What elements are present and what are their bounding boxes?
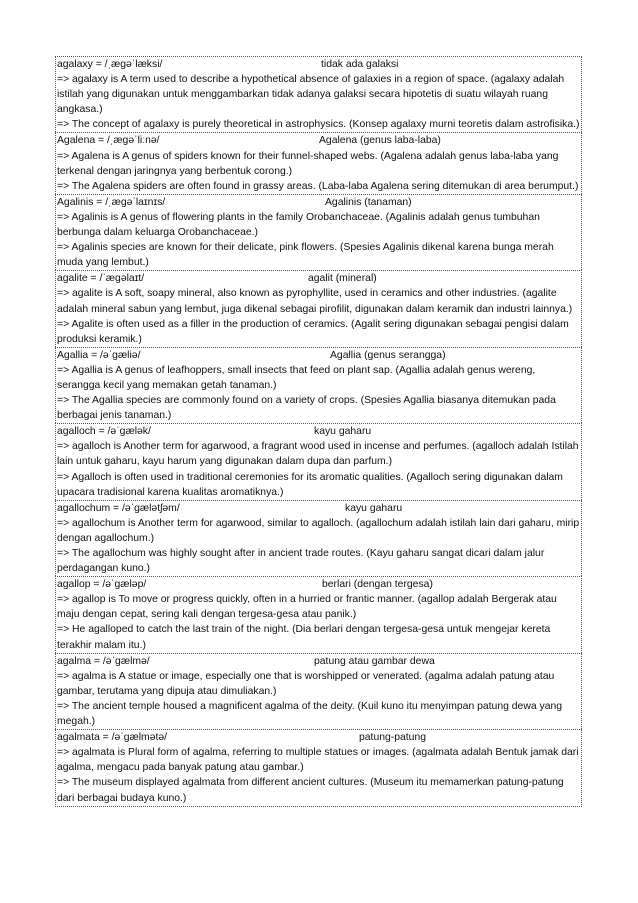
entry-term: agalmata = /əˈɡælmətə/ [57, 732, 168, 744]
entry-translation: patung-patung [359, 732, 427, 744]
entry-definition: => Agallia is A genus of leafhoppers, small insects that feed on plant sap. (Agallia adalah genus wereng, serangga kecil yang memakan getah tanaman.) [57, 364, 536, 391]
entry-definition: => agalite is A soft, soapy mineral, also known as pyrophyllite, used in ceramics and other industries. (agalite adalah mineral sabun yang lembut, juga dikenal sebagai pirofilit, digunakan dalam keramik dan industri lainnya.) [57, 288, 573, 315]
entry-definition: => Agalinis is A genus of flowering plants in the family Orobanchaceae. (Agalinis adalah genus tumbuhan berbunga dalam keluarga Orobanchaceae.) [57, 211, 540, 239]
entry-head [57, 501, 580, 516]
dictionary-page [55, 56, 582, 807]
entry-head [57, 195, 580, 210]
entry-definition: => agalaxy is A term used to describe a hypothetical absence of galaxies in a region of space. (agalaxy adalah istilah yang digunakan untuk menggambarkan tidak adanya galaksi secara hipotetis di suatu wilayah ruang angkasa.) [57, 74, 565, 116]
entry-definition: => agallop is To move or progress quickly, often in a hurried or frantic manner. (agallop adalah Bergerak atau maju dengan cepat, sering kali dengan tergesa-gesa atau panik.) [57, 594, 557, 621]
entry-agalite [55, 270, 582, 346]
entry-definition: => Agalena is A genus of spiders known for their funnel-shaped webs. (Agalena adalah genus laba-laba yang terkenal dengan jaringnya yang berbentuk corong.) [57, 150, 559, 177]
entry-agallop [55, 576, 582, 652]
entry-definition: => agalma is A statue or image, especially one that is worshipped or venerated. (agalma adalah patung atau gambar, terutama yang dipuja atau dimuliakan.) [57, 670, 555, 697]
entry-translation: Agallia (genus serangga) [330, 349, 446, 361]
entry-example: => The museum displayed agalmata from different ancient cultures. (Museum itu memamerkan patung-patung dari berbagai budaya kuno.) [57, 777, 564, 804]
entry-head [57, 654, 580, 669]
entry-example: => The Agalena spiders are often found in grassy areas. (Laba-laba Agalena sering ditemukan di area berumput.) [57, 180, 579, 192]
entry-example: => The agallochum was highly sought after in ancient trade routes. (Kayu gaharu sangat dicari dalam jalur perdagangan kuno.) [57, 548, 545, 575]
entry-translation: agalit (mineral) [308, 273, 377, 285]
entry-definition: => agalmata is Plural form of agalma, referring to multiple statues or images. (agalmata adalah Bentuk jamak dari agalma, mengacu pada banyak patung atau gambar.) [57, 747, 579, 774]
entry-agalinis [55, 194, 582, 270]
entry-head [57, 348, 580, 363]
entry-head [57, 57, 580, 72]
entry-example: => Agalloch is often used in traditional ceremonies for its aromatic qualities. (Agalloch sering digunakan dalam upacara tradisional karena kualitas aromatiknya.) [57, 471, 563, 498]
entry-example: => Agalite is often used as a filler in the production of ceramics. (Agalit sering digunakan sebagai pengisi dalam produksi keramik.) [57, 318, 569, 345]
entry-translation: patung atau gambar dewa [314, 655, 435, 667]
entry-translation: berlari (dengan tergesa) [322, 579, 433, 591]
entry-term: agallochum = /əˈɡælətʃəm/ [57, 502, 180, 514]
entry-term: Agalena = /ˌæɡəˈliːnə/ [57, 135, 160, 147]
entry-translation: kayu gaharu [314, 426, 372, 438]
entry-example: => Agalinis species are known for their delicate, pink flowers. (Spesies Agalinis dikenal karena bunga merah muda yang lembut.) [57, 242, 554, 269]
entry-translation: Agalinis (tanaman) [325, 196, 412, 208]
entry-agalloch [55, 423, 582, 499]
entry-agalena [55, 132, 582, 193]
entry-head [57, 271, 580, 286]
entry-example: => The concept of agalaxy is purely theoretical in astrophysics. (Konsep agalaxy murni teoretis dalam astrofisika.) [57, 119, 580, 131]
entry-example: => He agalloped to catch the last train of the night. (Dia berlari dengan tergesa-gesa untuk mengejar kereta terakhir malam itu.) [57, 624, 551, 651]
entry-head [57, 577, 580, 592]
entry-agalma [55, 653, 582, 729]
entry-translation: tidak ada galaksi [321, 59, 399, 70]
entry-head [57, 133, 580, 148]
entry-example: => The Agallia species are commonly found on a variety of crops. (Spesies Agallia biasanya ditemukan pada berbagai jenis tanaman.) [57, 395, 556, 422]
entry-term: agallop = /əˈɡæləp/ [57, 579, 147, 591]
entry-example: => The ancient temple housed a magnificent agalma of the deity. (Kuil kuno itu menyimpan patung dewa yang megah.) [57, 700, 563, 728]
entry-definition: => agallochum is Another term for agarwood, similar to agalloch. (agallochum adalah istilah lain dari gaharu, mirip dengan agallochum.) [57, 517, 580, 544]
entry-translation: kayu gaharu [345, 502, 403, 514]
entry-agallochum [55, 500, 582, 576]
entry-head [57, 730, 580, 745]
entry-agalmata [55, 729, 582, 806]
entry-term: Agalinis = /ˌæɡəˈlaɪnɪs/ [57, 196, 166, 208]
entry-definition: => agalloch is Another term for agarwood, a fragrant wood used in incense and perfumes. (agalloch adalah Istilah lain untuk gaharu, kayu harum yang digunakan dalam dupa dan parfum.) [57, 441, 579, 468]
entry-term: agalaxy = /ˌæɡəˈlæksi/ [57, 59, 163, 70]
entry-translation: Agalena (genus laba-laba) [319, 135, 441, 147]
entry-term: Agallia = /əˈɡæliə/ [57, 349, 141, 361]
entry-agalaxy [55, 56, 582, 132]
entry-term: agalite = /ˈæɡəlaɪt/ [57, 273, 145, 285]
entry-agallia [55, 347, 582, 423]
entry-head [57, 424, 580, 439]
entry-term: agalma = /əˈɡælmə/ [57, 655, 150, 667]
entry-term: agalloch = /əˈɡælək/ [57, 426, 151, 438]
